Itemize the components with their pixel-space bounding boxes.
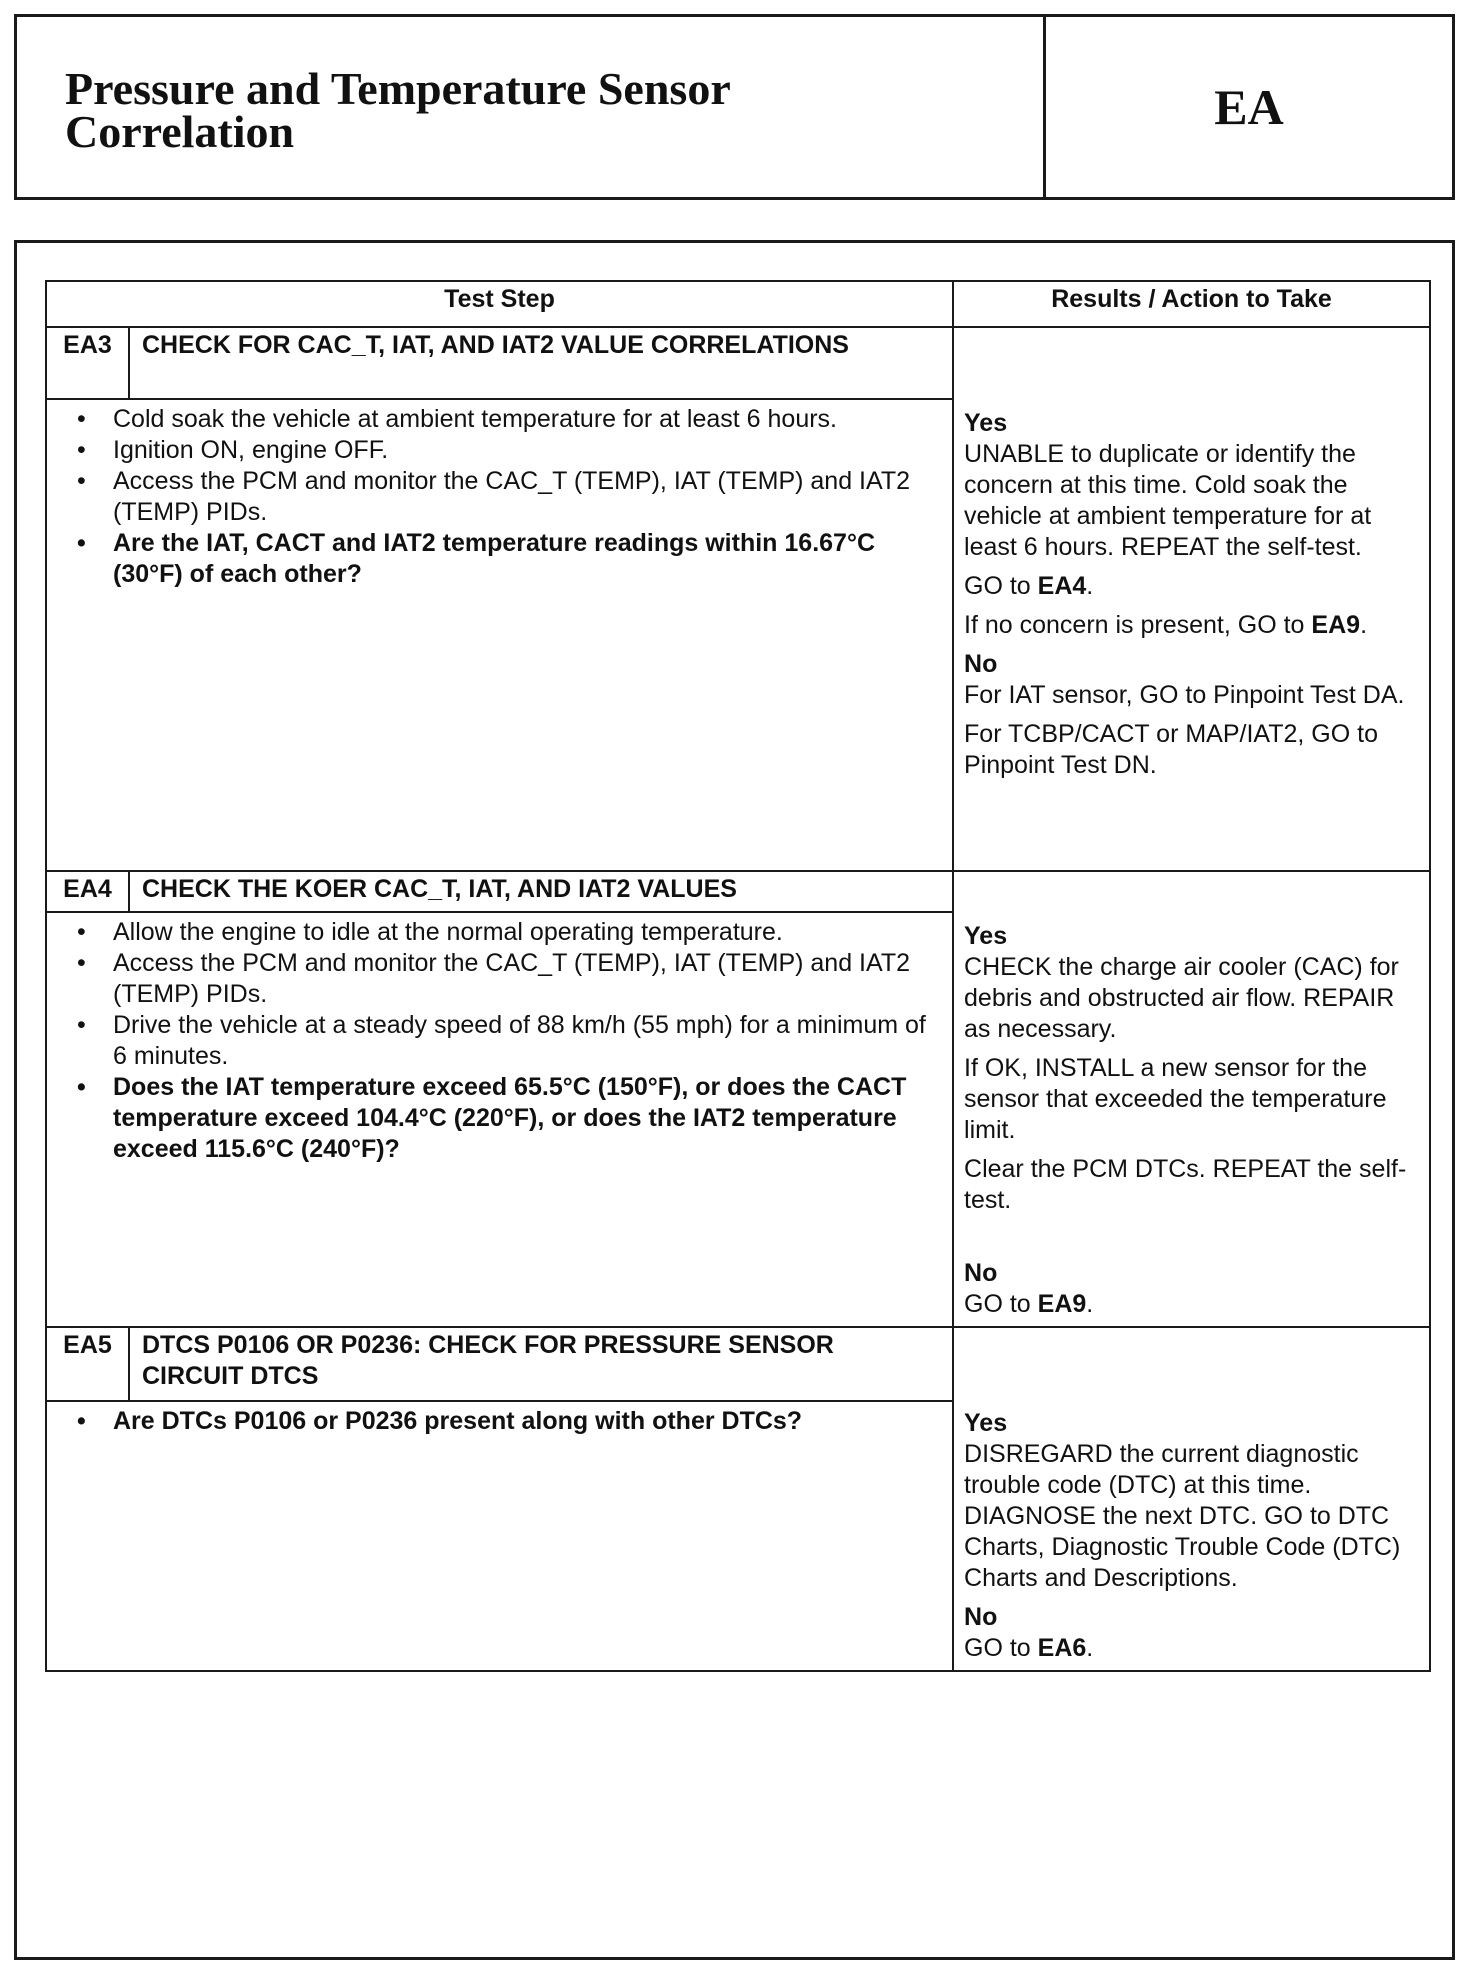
procedure-item: • Access the PCM and monitor the CAC_T (TEMP), IAT (TEMP) and IAT2 (TEMP) PIDs. bbox=[113, 948, 940, 1010]
section-code: EA bbox=[1214, 79, 1284, 135]
step-procedure bbox=[46, 399, 953, 871]
header-box bbox=[14, 14, 1455, 200]
step-results bbox=[953, 1327, 1430, 1671]
goto-target: EA9 bbox=[1037, 1290, 1087, 1318]
procedure-item: • Ignition ON, engine OFF. bbox=[113, 435, 940, 466]
yes-label: Yes bbox=[964, 1409, 1008, 1437]
goto-target: EA4 bbox=[1037, 572, 1087, 600]
goto-line: GO to EA6. bbox=[964, 1634, 1094, 1662]
procedure-list bbox=[55, 404, 940, 590]
no-action: For IAT sensor, GO to Pinpoint Test DA. bbox=[964, 681, 1405, 709]
procedure-item: • Cold soak the vehicle at ambient temperature for at least 6 hours. bbox=[113, 404, 940, 435]
step-title-row bbox=[46, 327, 1430, 399]
yes-action: CHECK the charge air cooler (CAC) for debris and obstructed air flow. REPAIR as necessary. bbox=[964, 953, 1399, 1043]
step-procedure bbox=[46, 912, 953, 1327]
step-code: EA3 bbox=[46, 327, 129, 399]
step-procedure bbox=[46, 1401, 953, 1671]
step-title-row bbox=[46, 871, 1430, 912]
goto-line: GO to EA4. bbox=[964, 572, 1094, 600]
procedure-list bbox=[55, 917, 940, 1165]
yes-action: If OK, INSTALL a new sensor for the sensor that exceeded the temperature limit. bbox=[964, 1054, 1387, 1144]
no-action: For TCBP/CACT or MAP/IAT2, GO to Pinpoint Test DN. bbox=[964, 720, 1378, 779]
no-label: No bbox=[964, 1259, 998, 1287]
page-title: Pressure and Temperature Sensor Correlation bbox=[65, 63, 730, 157]
goto-target: EA6 bbox=[1037, 1634, 1087, 1662]
no-label: No bbox=[964, 650, 998, 678]
yes-label: Yes bbox=[964, 409, 1008, 437]
col-header-test-step: Test Step bbox=[46, 281, 953, 327]
yes-action: Clear the PCM DTCs. REPEAT the self-test. bbox=[964, 1155, 1407, 1214]
procedure-item: • Allow the engine to idle at the normal operating temperature. bbox=[113, 917, 940, 948]
no-label: No bbox=[964, 1603, 998, 1631]
yes-action: DISREGARD the current diagnostic trouble code (DTC) at this time. DIAGNOSE the next DTC. GO to DTC Charts, Diagnostic Trouble Code (DTC) Charts and Descriptions. bbox=[964, 1440, 1401, 1592]
goto-line: If no concern is present, GO to EA9. bbox=[964, 611, 1368, 639]
yes-action: UNABLE to duplicate or identify the concern at this time. Cold soak the vehicle at ambient temperature for at least 6 hours. REPEAT the self-test. bbox=[964, 440, 1372, 561]
step-title: CHECK FOR CAC_T, IAT, AND IAT2 VALUE CORRELATIONS bbox=[129, 327, 953, 399]
goto-line: GO to EA9. bbox=[964, 1290, 1094, 1318]
yes-label: Yes bbox=[964, 922, 1008, 950]
procedure-question: • Does the IAT temperature exceed 65.5°C (150°F), or does the CACT temperature exceed 104.4°C (220°F), or does the IAT2 temperature exceed 115.6°C (240°F)? bbox=[113, 1072, 940, 1165]
test-step-table bbox=[45, 280, 1431, 1672]
step-code: EA4 bbox=[46, 871, 129, 912]
procedure-question: • Are the IAT, CACT and IAT2 temperature readings within 16.67°C (30°F) of each other? bbox=[113, 528, 940, 590]
procedure-item: • Drive the vehicle at a steady speed of 88 km/h (55 mph) for a minimum of 6 minutes. bbox=[113, 1010, 940, 1072]
procedure-list bbox=[55, 1406, 940, 1437]
table-header-row bbox=[46, 281, 1430, 327]
step-title-row bbox=[46, 1327, 1430, 1401]
step-code: EA5 bbox=[46, 1327, 129, 1401]
col-header-results: Results / Action to Take bbox=[953, 281, 1430, 327]
step-title: DTCS P0106 OR P0236: CHECK FOR PRESSURE SENSOR CIRCUIT DTCS bbox=[129, 1327, 953, 1401]
procedure-question: • Are DTCs P0106 or P0236 present along with other DTCs? bbox=[113, 1406, 940, 1437]
procedure-item: • Access the PCM and monitor the CAC_T (TEMP), IAT (TEMP) and IAT2 (TEMP) PIDs. bbox=[113, 466, 940, 528]
step-results bbox=[953, 871, 1430, 1327]
step-title: CHECK THE KOER CAC_T, IAT, AND IAT2 VALUES bbox=[129, 871, 953, 912]
goto-target: EA9 bbox=[1311, 611, 1361, 639]
step-results bbox=[953, 327, 1430, 871]
